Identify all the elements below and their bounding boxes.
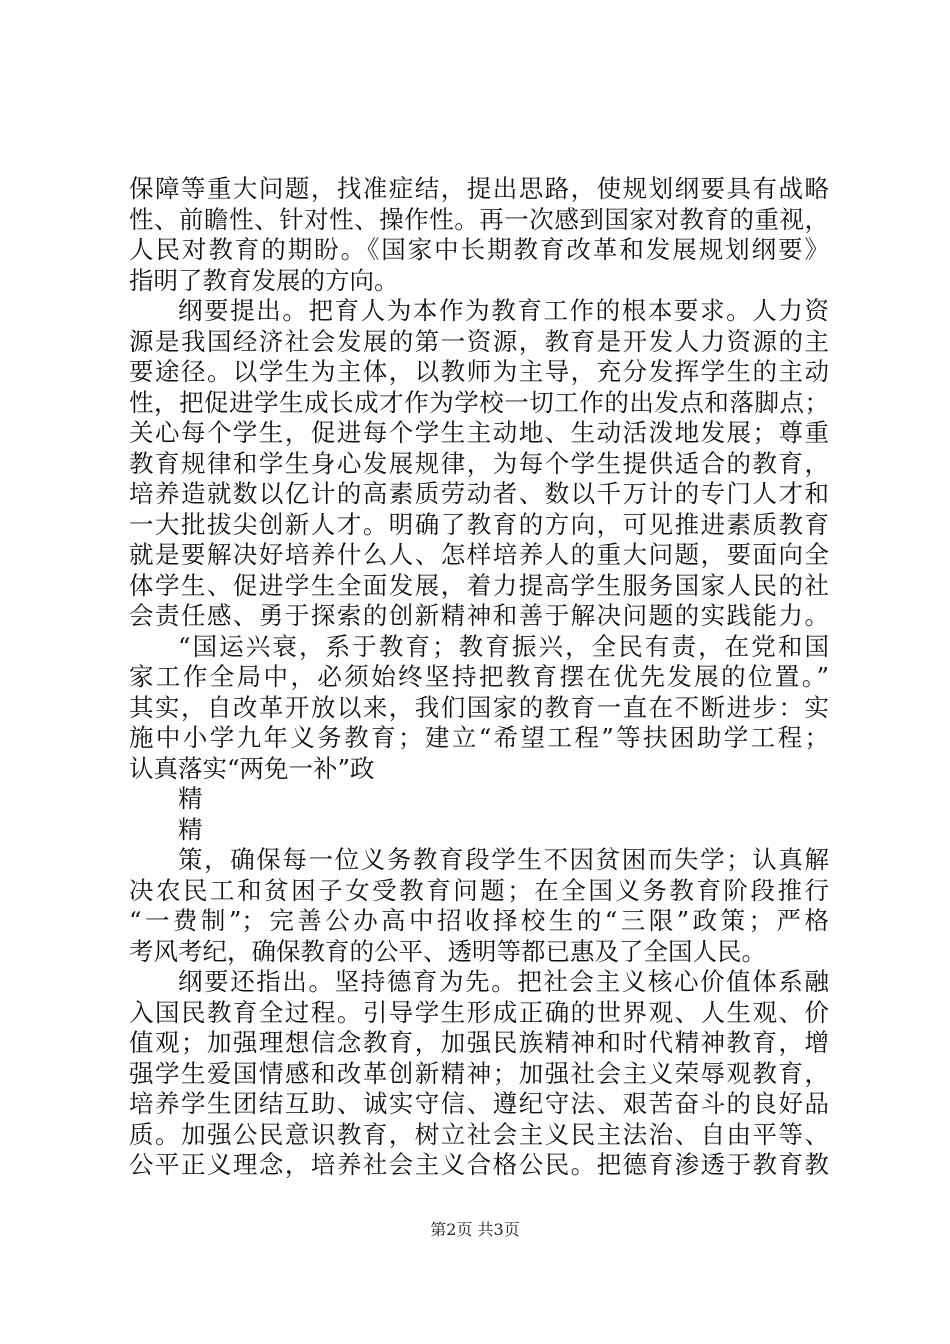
text-line: 体学生、促进学生全面发展，着力提高学生服务国家人民的社	[129, 570, 829, 600]
text-line: 要途径。以学生为主体，以教师为主导，充分发挥学生的主动	[129, 357, 829, 386]
text-line: 一大批拔尖创新人才。明确了教育的方向，可见推进素质教育	[129, 509, 829, 539]
text-line: 纲要提出。把育人为本作为教育工作的根本要求。人力资	[178, 296, 829, 325]
text-line: 入国民教育全过程。引导学生形成正确的世界观、人生观、价	[129, 997, 829, 1027]
text-line: 纲要还指出。坚持德育为先。把社会主义核心价值体系融	[178, 967, 829, 996]
page-number-footer: 第2页 共3页	[430, 1220, 520, 1239]
text-line: 其实，自改革开放以来，我们国家的教育一直在不断进步：实	[129, 692, 829, 722]
text-line: 值观；加强理想信念教育，加强民族精神和时代精神教育，增	[129, 1028, 829, 1057]
text-line: 精	[178, 814, 203, 844]
text-line: “一费制”；完善公办高中招收择校生的“三限”政策；严格	[129, 906, 829, 935]
text-line: 考风考纪，确保教育的公平、透明等都已惠及了全国人民。	[129, 936, 766, 966]
text-line: 教育规律和学生身心发展规律，为每个学生提供适合的教育，	[129, 448, 829, 478]
document-body	[129, 174, 829, 1181]
text-line: 认真落实“两免一补”政	[129, 753, 375, 783]
text-line: 性，把促进学生成长成才作为学校一切工作的出发点和落脚点；	[129, 387, 829, 417]
text-line: 精	[178, 784, 203, 813]
text-line: 源是我国经济社会发展的第一资源，教育是开发人力资源的主	[129, 326, 829, 356]
text-line: 家工作全局中，必须始终坚持把教育摆在优先发展的位置。”	[129, 662, 829, 691]
text-line: 指明了教育发展的方向。	[129, 265, 399, 295]
text-line: 施中小学九年义务教育；建立“希望工程”等扶困助学工程；	[129, 723, 829, 752]
text-line: 性、前瞻性、针对性、操作性。再一次感到国家对教育的重视，	[129, 204, 829, 234]
text-line: 策，确保每一位义务教育段学生不因贫困而失学；认真解	[178, 845, 829, 874]
text-line: “国运兴衰，系于教育；教育振兴，全民有责，在党和国	[178, 631, 829, 661]
text-line: 公平正义理念，培养社会主义合格公民。把德育渗透于教育教	[129, 1150, 829, 1179]
text-line: 关心每个学生，促进每个学生主动地、生动活泼地发展；尊重	[129, 418, 829, 447]
text-line: 会责任感、勇于探索的创新精神和善于解决问题的实践能力。	[129, 601, 829, 630]
text-line: 质。加强公民意识教育，树立社会主义民主法治、自由平等、	[129, 1119, 829, 1149]
text-line: 强学生爱国情感和改革创新精神；加强社会主义荣辱观教育，	[129, 1058, 829, 1088]
text-line: 培养学生团结互助、诚实守信、遵纪守法、艰苦奋斗的良好品	[129, 1089, 829, 1118]
text-line: 决农民工和贫困子女受教育问题；在全国义务教育阶段推行	[129, 875, 829, 905]
text-line: 就是要解决好培养什么人、怎样培养人的重大问题，要面向全	[129, 540, 829, 569]
text-line: 保障等重大问题，找准症结，提出思路，使规划纲要具有战略	[129, 174, 829, 203]
text-line: 人民对教育的期盼。《国家中长期教育改革和发展规划纲要》	[129, 235, 829, 264]
text-line: 培养造就数以亿计的高素质劳动者、数以千万计的专门人才和	[129, 479, 829, 508]
